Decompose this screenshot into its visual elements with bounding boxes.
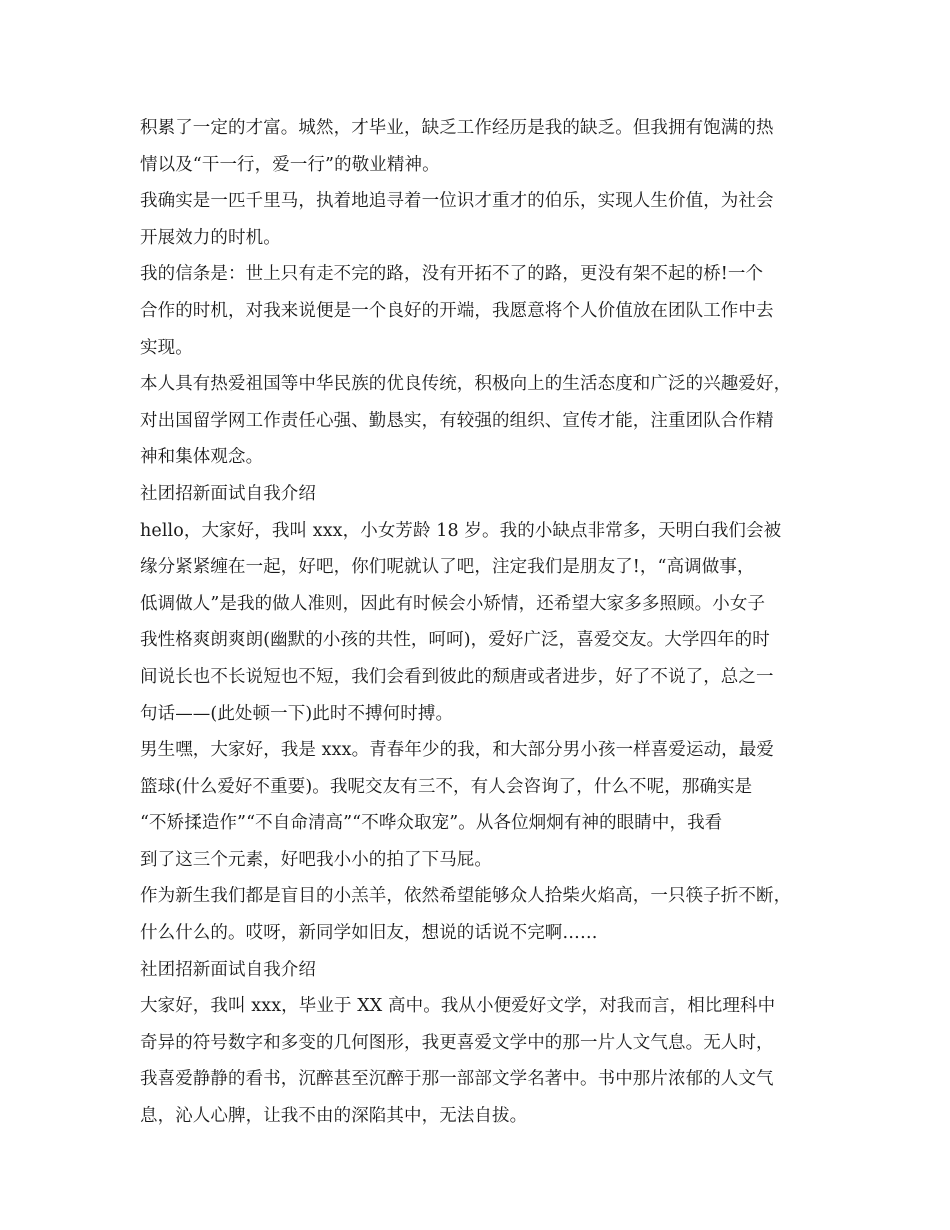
text-line: 积累了一定的才富。城然，才毕业，缺乏工作经历是我的缺乏。但我拥有饱满的热 — [140, 118, 774, 138]
text-line: 开展效力的时机。 — [140, 227, 281, 248]
text-line: 篮球(什么爱好不重要)。我呢交友有三不，有人会咨询了，什么不呢，那确实是 — [140, 776, 753, 797]
text-line: 息，沁人心脾，让我不由的深陷其中，无法自拔。 — [140, 1106, 528, 1127]
text-line: 大家好，我叫 xxx，毕业于 XX 高中。我从小便爱好文学，对我而言，相比理科中 — [140, 996, 776, 1017]
text-line: 到了这三个元素，好吧我小小的拍了下马屁。 — [140, 849, 492, 870]
text-line: 合作的时机，对我来说便是一个良好的开端，我愿意将个人价值放在团队工作中去 — [140, 300, 774, 321]
section-heading: 社团招新面试自我介绍 — [140, 959, 316, 980]
text-line: 作为新生我们都是盲目的小羔羊，依然希望能够众人拾柴火焰高，一只筷子折不断， — [140, 886, 792, 907]
text-line: 我性格爽朗爽朗(幽默的小孩的共性，呵呵)，爱好广泛，喜爱交友。大学四年的时 — [140, 630, 770, 651]
text-line: 神和集体观念。 — [140, 447, 264, 468]
text-line: 我确实是一匹千里马，执着地追寻着一位识才重才的伯乐，实现人生价值，为社会 — [140, 191, 774, 212]
text-line: 什么什么的。哎呀，新同学如旧友，想说的话说不完啊…… — [140, 923, 598, 944]
text-line: 句话——(此处顿一下)此时不搏何时搏。 — [140, 703, 454, 724]
text-line: 缘分紧紧缠在一起，好吧，你们呢就认了吧，注定我们是朋友了!，“高调做事， — [140, 557, 755, 578]
text-line: 间说长也不长说短也不短，我们会看到彼此的颓唐或者进步，好了不说了，总之一 — [140, 666, 774, 687]
document-body — [140, 110, 820, 1135]
text-line: 低调做人”是我的做人准则，因此有时候会小矫情，还希望大家多多照顾。小女子 — [140, 593, 766, 614]
text-line: 奇异的符号数字和多变的几何图形，我更喜爱文学中的那一片人文气息。无人时， — [140, 1032, 774, 1053]
text-line: 我喜爱静静的看书，沉醉甚至沉醉于那一部部文学名著中。书中那片浓郁的人文气 — [140, 1069, 774, 1090]
text-line: 对出国留学网工作责任心强、勤恳实，有较强的组织、宣传才能，注重团队合作精 — [140, 410, 774, 431]
text-line: 我的信条是：世上只有走不完的路，没有开拓不了的路，更没有架不起的桥!一个 — [140, 264, 764, 285]
text-line: hello，大家好，我叫 xxx，小女芳龄 18 岁。我的小缺点非常多，天明白我们会被 — [140, 520, 782, 541]
text-line: “不矫揉造作”“不自命清高”“不哗众取宠”。从各位炯炯有神的眼睛中，我看 — [140, 813, 723, 834]
text-line: 本人具有热爱祖国等中华民族的优良传统，积极向上的生活态度和广泛的兴趣爱好， — [140, 374, 792, 395]
text-line: 情以及“干一行，爱一行”的敬业精神。 — [140, 154, 440, 175]
text-line: 实现。 — [140, 337, 193, 358]
text-line: 男生嘿，大家好，我是 xxx。青春年少的我，和大部分男小孩一样喜爱运动，最爱 — [140, 740, 774, 761]
section-heading: 社团招新面试自我介绍 — [140, 483, 316, 504]
